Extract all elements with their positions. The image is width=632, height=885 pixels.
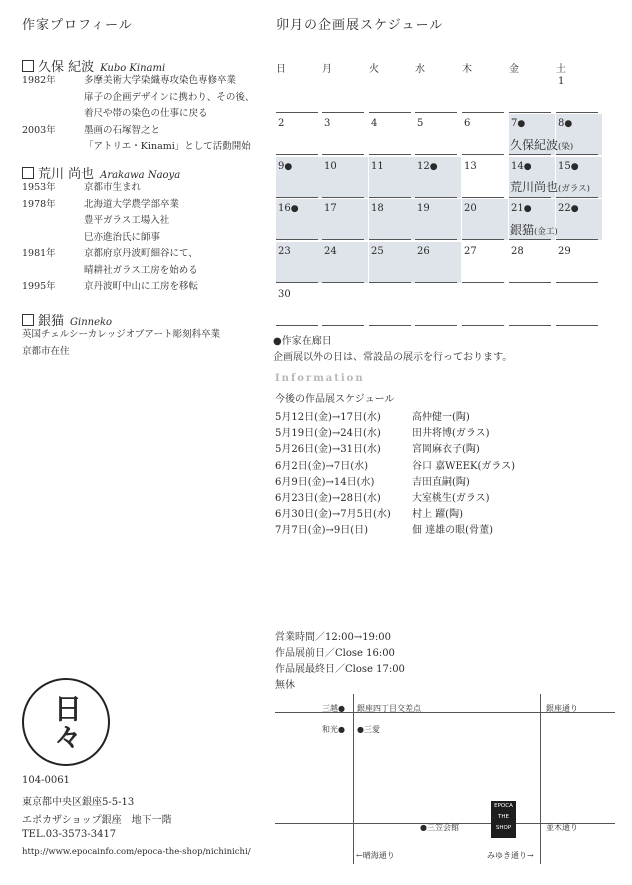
calendar-cell-line (556, 154, 598, 155)
history-year: 1978年 (22, 198, 56, 210)
calendar-day-number: 12 (417, 161, 430, 172)
calendar-cell-line (509, 154, 551, 155)
history-text: 京都府京丹波町細谷にて、 (84, 248, 198, 259)
calendar-day (371, 203, 384, 214)
weekday-header: 土 (556, 64, 566, 75)
calendar-cell-line (322, 239, 364, 240)
calendar-legend: ●作家在廊日 (273, 336, 332, 347)
calendar-cell-line (276, 282, 318, 283)
calendar-cell-line (462, 197, 504, 198)
hours-last: 作品展最終日／Close 17:00 (275, 664, 405, 675)
hours-holiday: 無休 (275, 680, 295, 691)
calendar-day-number: 13 (464, 161, 477, 172)
calendar-day-number: 6 (464, 118, 471, 129)
exhibition-date: 6月30日(金)→7月5日(水) (275, 509, 391, 521)
calendar-cell-line (415, 112, 457, 113)
history-year: 2003年 (22, 124, 56, 136)
calendar-day-number: 24 (324, 246, 337, 257)
calendar-day-number: 21 (511, 203, 524, 214)
calendar-artist-name: 久保紀波 (510, 138, 559, 152)
history-text: 巳亦進治氏に師事 (84, 231, 161, 243)
map-ginza-dori: 銀座通り (546, 704, 578, 713)
artist-heading (22, 56, 165, 75)
calendar-artist-kind: (ガラス) (558, 184, 590, 194)
calendar-day (278, 246, 291, 257)
calendar-artist-name: 銀猫 (510, 223, 535, 237)
map-sanai: ●三愛 (357, 725, 380, 734)
history-text: 着尺や帯の染色の仕事に戻る (84, 108, 208, 119)
shop-postal: 104-0061 (22, 775, 70, 786)
calendar-day-number: 20 (464, 203, 477, 214)
calendar-day (278, 118, 284, 129)
hours-business: 営業時間／12:00→19:00 (275, 632, 392, 643)
calendar-day-number: 9 (278, 161, 285, 172)
calendar-cell-line (556, 197, 598, 198)
calendar-cell-line (276, 197, 318, 198)
map-miyuki: みゆき通り→ (487, 851, 534, 860)
calendar-cell-line (509, 325, 551, 326)
weekday-header: 月 (322, 64, 332, 75)
calendar-cell-line (509, 112, 551, 113)
calendar-day (417, 118, 423, 129)
calendar-cell-line (509, 282, 551, 283)
calendar-day-number: 17 (324, 203, 337, 214)
artist-present-dot-icon: ● (284, 162, 293, 172)
calendar-day (558, 203, 579, 214)
artist-romaji: Arakawa Naoya (100, 170, 181, 181)
history-text: 北海道大学農学部卒業 (84, 198, 180, 210)
calendar-day (324, 161, 337, 172)
calendar-cell-line (462, 282, 504, 283)
shop-address: 東京都中央区銀座5-5-13 (22, 797, 135, 808)
artist-name: 荒川 尚也 (38, 167, 95, 182)
artist-present-dot-icon: ● (517, 119, 526, 129)
calendar-day-number: 23 (278, 246, 291, 257)
calendar-day (278, 161, 292, 172)
artist-romaji: Kubo Kinami (100, 63, 166, 74)
calendar-cell-line (322, 154, 364, 155)
map-epoca-line-1: EPOCA (494, 803, 513, 809)
profile-heading: 作家プロフィール (22, 18, 133, 33)
checkbox-square-icon (22, 60, 34, 72)
calendar-day (324, 246, 337, 257)
calendar-day-number: 1 (558, 76, 565, 87)
shop-logo (22, 678, 110, 766)
artist-name: 久保 紀波 (38, 60, 95, 75)
calendar-cell-line (369, 239, 411, 240)
calendar-cell-line (322, 112, 364, 113)
shop-tel: TEL.03-3573-3417 (22, 829, 117, 840)
calendar-day (324, 118, 330, 129)
map-harumi: ←晴海通り (356, 851, 395, 860)
exhibition-row (275, 408, 470, 423)
calendar-day (417, 246, 430, 257)
calendar-day (278, 289, 291, 300)
calendar-day (558, 246, 571, 257)
calendar-day-number: 25 (371, 246, 384, 257)
calendar-day (511, 161, 532, 172)
calendar-cell-line (415, 325, 457, 326)
artist-heading (22, 163, 180, 182)
calendar-day (511, 246, 524, 257)
calendar-day-number: 30 (278, 289, 291, 300)
map-mitsukoshi: 三越● (322, 704, 345, 713)
exhibition-title: 佃 達雄の眼(骨董) (412, 525, 493, 537)
map-crossing: 銀座四丁目交差点 (357, 704, 421, 713)
history-text: 京丹波町中山に工房を移転 (84, 281, 199, 292)
weekday-header: 水 (415, 64, 425, 75)
calendar-day (464, 203, 477, 214)
map-epoca-line-3: SHOP (495, 825, 512, 831)
history-text: 墨画の石塚智之と (84, 124, 161, 136)
calendar-cell-line (369, 112, 411, 113)
calendar-artist-label (510, 136, 573, 153)
calendar-cell-line (556, 239, 598, 240)
calendar-cell-line (509, 197, 551, 198)
exhibition-title: 宮岡麻衣子(陶) (412, 444, 480, 456)
exhibition-row (275, 473, 470, 488)
history-text: 「アトリエ・Kinami」として活動開始 (84, 141, 251, 152)
history-year: 1981年 (22, 248, 56, 259)
calendar-day (464, 161, 477, 172)
calendar-day-number: 22 (558, 203, 571, 214)
calendar-day-number: 15 (558, 161, 571, 172)
calendar-day-number: 7 (511, 118, 518, 129)
calendar-cell-line (415, 197, 457, 198)
history-year: 1953年 (22, 182, 56, 193)
calendar-cell-line (276, 239, 318, 240)
weekday-header: 金 (509, 64, 519, 75)
history-text: 豊平ガラス工場入社 (84, 215, 170, 226)
history-text: 扉子の企画デザインに携わり、その後、 (84, 91, 255, 103)
checkbox-square-icon (22, 167, 34, 179)
calendar-day (371, 118, 377, 129)
exhibition-date: 6月9日(金)→14日(水) (275, 476, 375, 488)
exhibition-row (275, 521, 493, 537)
calendar-day-number: 14 (511, 161, 524, 172)
calendar-note: 企画展以外の日は、常設品の展示を行っております。 (273, 352, 513, 363)
history-text: 英国チェルシーカレッジオブアート彫刻科卒業 (22, 329, 221, 340)
calendar-cell-line (556, 282, 598, 283)
calendar-day (558, 118, 572, 129)
map-epoca-building (491, 801, 516, 838)
exhibition-row (275, 424, 490, 440)
map-mikasa: ●三笠会館 (420, 823, 459, 832)
hours-before: 作品展前日／Close 16:00 (275, 648, 395, 659)
exhibition-row (275, 457, 516, 472)
calendar-cell-line (415, 239, 457, 240)
calendar-day (278, 203, 299, 214)
exhibition-date: 6月2日(金)→7日(水) (275, 460, 369, 472)
calendar-day-number: 5 (417, 118, 424, 129)
calendar-cell-line (462, 112, 504, 113)
calendar-cell-line (415, 282, 457, 283)
calendar-cell-line (322, 325, 364, 326)
history-text: 多摩美術大学染織専攻染色専修卒業 (84, 75, 237, 86)
calendar-day (371, 246, 384, 257)
calendar-day (324, 203, 337, 214)
calendar-day-number: 28 (511, 246, 524, 257)
calendar-day-number: 19 (417, 203, 430, 214)
calendar-cell-line (369, 282, 411, 283)
exhibition-title: 村上 躍(陶) (412, 509, 463, 521)
calendar-cell-line (276, 154, 318, 155)
artist-present-dot-icon: ● (429, 162, 438, 172)
calendar-cell-line (369, 325, 411, 326)
shop-building: エポカザショップ銀座 地下一階 (22, 815, 172, 826)
information-heading: Information (275, 373, 365, 384)
exhibition-title: 高仲健一(陶) (412, 412, 470, 423)
calendar-day-number: 3 (324, 118, 331, 129)
calendar-title: 卯月の企画展スケジュール (276, 18, 444, 33)
calendar-cell-line (509, 239, 551, 240)
calendar-day (511, 203, 532, 214)
information-subheading: 今後の作品展スケジュール (275, 394, 395, 405)
calendar-day (371, 161, 384, 172)
calendar-day-number: 26 (417, 246, 430, 257)
calendar-day-number: 10 (324, 161, 337, 172)
calendar-artist-kind: (金工) (534, 227, 558, 237)
calendar-cell-line (556, 325, 598, 326)
calendar-day (464, 246, 477, 257)
shop-url[interactable]: http://www.epocainfo.com/epoca-the-shop/nichinichi/ (22, 847, 251, 857)
exhibition-date: 5月26日(金)→31日(水) (275, 444, 381, 456)
calendar-day (558, 76, 564, 87)
weekday-header: 木 (462, 64, 472, 75)
map-road-right (540, 694, 541, 864)
exhibition-row (275, 489, 490, 504)
calendar-artist-kind: (染) (558, 142, 574, 152)
history-text: 京都市生まれ (84, 182, 142, 193)
map-road-left (353, 694, 354, 864)
calendar-cell-line (462, 239, 504, 240)
calendar-day (558, 161, 579, 172)
artist-romaji: Ginneko (70, 317, 113, 328)
map-wako: 和光● (322, 725, 345, 734)
weekday-header: 火 (369, 64, 379, 75)
calendar-cell-line (462, 325, 504, 326)
exhibition-row (275, 505, 463, 521)
artist-present-dot-icon: ● (564, 119, 573, 129)
calendar-day-number: 11 (371, 161, 384, 172)
calendar-cell-line (415, 154, 457, 155)
calendar-day-number: 4 (371, 118, 378, 129)
exhibition-date: 5月12日(金)→17日(水) (275, 412, 381, 423)
artist-present-dot-icon: ● (570, 162, 579, 172)
artist-name: 銀猫 (38, 314, 65, 329)
exhibition-date: 7月7日(金)→9日(日) (275, 525, 369, 537)
map-namiki: 並木通り (546, 823, 578, 832)
calendar-cell-line (556, 112, 598, 113)
calendar-cell-line (276, 325, 318, 326)
artist-present-dot-icon: ● (523, 204, 532, 214)
checkbox-square-icon (22, 314, 34, 326)
calendar-artist-name: 荒川尚也 (510, 180, 559, 194)
calendar-day-number: 2 (278, 118, 285, 129)
exhibition-title: 谷口 嘉WEEK(ガラス) (412, 460, 516, 472)
exhibition-date: 5月19日(金)→24日(水) (275, 428, 381, 440)
artist-heading (22, 310, 112, 329)
history-year: 1982年 (22, 75, 56, 86)
calendar-day-number: 27 (464, 246, 477, 257)
shop-logo-text: 日々 (50, 694, 83, 750)
calendar-artist-label (510, 178, 590, 195)
weekday-header: 日 (276, 64, 286, 75)
calendar-artist-label (510, 221, 558, 238)
calendar-cell-line (276, 112, 318, 113)
calendar-day-number: 18 (371, 203, 384, 214)
calendar-day (417, 203, 430, 214)
exhibition-row (275, 440, 480, 456)
exhibition-title: 吉田直嗣(陶) (412, 476, 470, 488)
calendar-cell-line (322, 197, 364, 198)
artist-present-dot-icon: ● (290, 204, 299, 214)
exhibition-title: 大室桃生(ガラス) (412, 493, 490, 504)
calendar-day-number: 29 (558, 246, 571, 257)
history-text: 晴耕社ガラス工房を始める (84, 264, 198, 276)
artist-present-dot-icon: ● (523, 162, 532, 172)
map-epoca-line-2: THE (498, 814, 509, 820)
history-year: 1995年 (22, 281, 56, 292)
exhibition-date: 6月23日(金)→28日(水) (275, 493, 381, 504)
artist-present-dot-icon: ● (570, 204, 579, 214)
calendar-cell-line (322, 282, 364, 283)
calendar-cell-line (369, 154, 411, 155)
exhibition-title: 田井将博(ガラス) (412, 428, 490, 440)
calendar-day (417, 161, 438, 172)
calendar-day-number: 8 (558, 118, 565, 129)
calendar-day (511, 118, 525, 129)
history-text: 京都市在住 (22, 345, 70, 357)
calendar-cell-line (369, 197, 411, 198)
calendar-cell-line (462, 154, 504, 155)
calendar-day-number: 16 (278, 203, 291, 214)
calendar-day (464, 118, 470, 129)
